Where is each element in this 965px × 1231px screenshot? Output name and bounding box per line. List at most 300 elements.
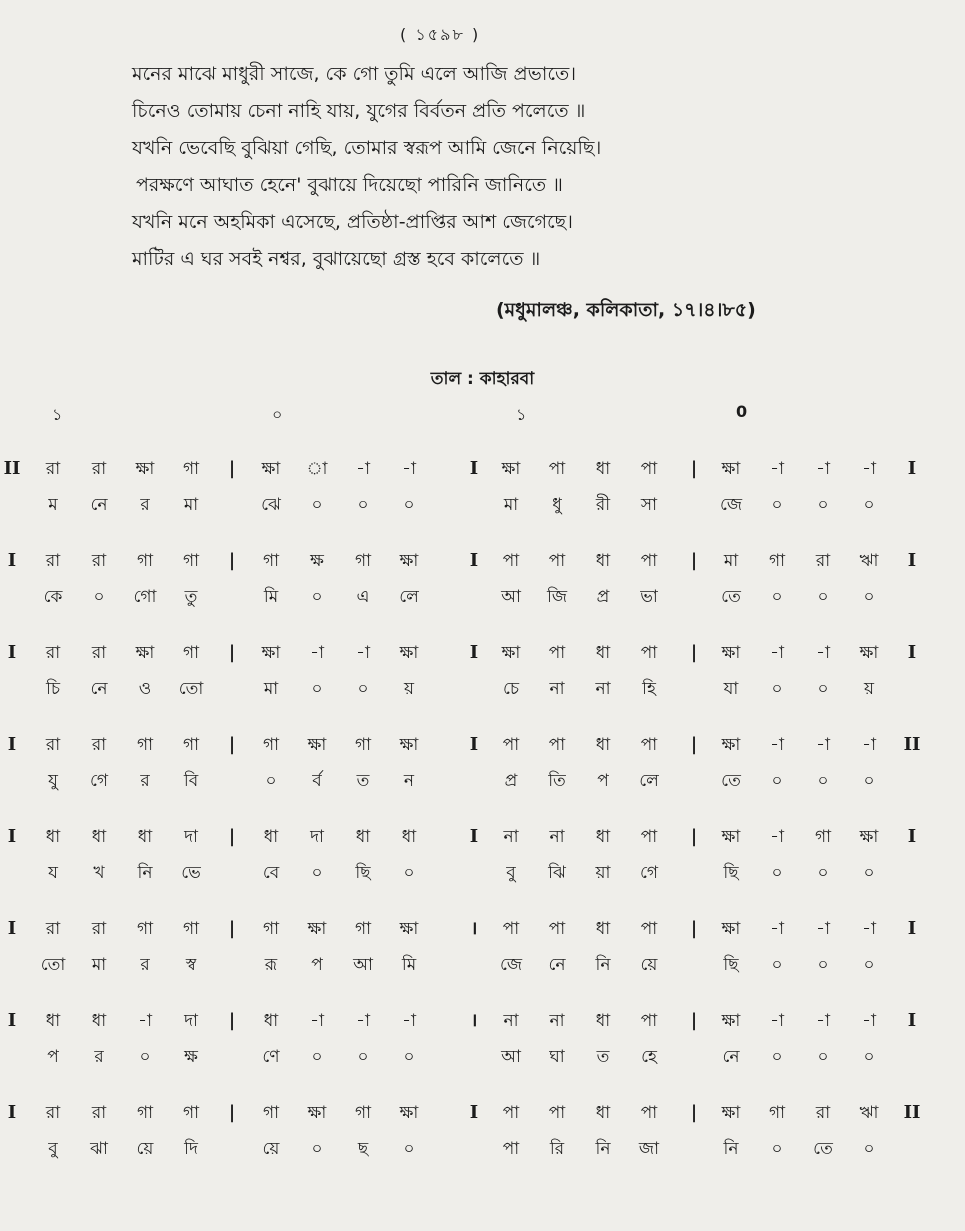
note-cell: গা <box>182 735 200 755</box>
lyric-cell: আ <box>353 955 373 975</box>
start-barline: I <box>7 918 17 939</box>
note-cell: ক্ষা <box>399 735 419 755</box>
lyric-cell: আ <box>501 587 521 607</box>
barline: I <box>469 550 479 571</box>
note-cell: গা <box>182 919 200 939</box>
lyric-cell: ০ <box>311 863 323 883</box>
start-barline: II <box>3 458 21 479</box>
barline: | <box>228 1102 236 1123</box>
note-cell: পা <box>548 735 566 755</box>
lyric-cell: কে <box>43 587 63 607</box>
note-cell: ক্ষা <box>135 459 155 479</box>
end-barline: I <box>907 642 917 663</box>
lyric-cell: র <box>94 1047 104 1067</box>
lyric-cell: র <box>140 955 150 975</box>
lyric-cell: য়ে <box>262 1139 280 1159</box>
lyric-cell: ধু <box>552 495 562 515</box>
barline: I <box>469 458 479 479</box>
note-cell: ক্ষা <box>399 919 419 939</box>
lyric-cell: ০ <box>817 495 829 515</box>
lyric-cell: ০ <box>265 771 277 791</box>
lyric-cell: ছ <box>357 1139 369 1159</box>
lyric-cell: তি <box>548 771 566 791</box>
lyric-cell: জে <box>719 495 743 515</box>
lyric-cell: তে <box>721 587 741 607</box>
lyric-cell: ০ <box>311 679 323 699</box>
note-cell: গা <box>136 551 154 571</box>
lyric-cell: রি <box>549 1139 565 1159</box>
lyric-cell: ০ <box>311 495 323 515</box>
note-cell: ক্ষা <box>721 643 741 663</box>
note-cell: ক্ষা <box>859 643 879 663</box>
note-cell: গা <box>182 643 200 663</box>
lyric-cell: ০ <box>771 863 783 883</box>
note-cell: পা <box>640 1103 658 1123</box>
barline: । <box>470 1010 478 1031</box>
start-barline: I <box>7 1102 17 1123</box>
barline: | <box>690 826 698 847</box>
lyric-cell: ০ <box>357 679 369 699</box>
lyric-cell: ০ <box>357 495 369 515</box>
note-cell: না <box>549 1011 565 1031</box>
lyric-cell: ঘা <box>549 1047 565 1067</box>
note-cell: ক্ষা <box>721 919 741 939</box>
barline: I <box>469 734 479 755</box>
end-barline: I <box>907 826 917 847</box>
lyric-cell: ০ <box>771 1139 783 1159</box>
lyric-cell: ০ <box>357 1047 369 1067</box>
tala-title: তাল : কাহারবা <box>430 369 535 389</box>
note-cell: না <box>549 827 565 847</box>
lyric-cell: ০ <box>863 587 875 607</box>
note-cell: -া <box>770 827 784 847</box>
note-cell: ধা <box>45 1011 61 1031</box>
end-barline: I <box>907 1010 917 1031</box>
lyric-cell: চে <box>502 679 520 699</box>
note-cell: রা <box>91 643 107 663</box>
barline: I <box>469 826 479 847</box>
lyric-cell: মা <box>183 495 199 515</box>
lyric-cell: ০ <box>817 587 829 607</box>
note-cell: রা <box>45 551 61 571</box>
note-cell: রা <box>45 643 61 663</box>
note-cell: া <box>306 459 328 479</box>
lyric-row <box>0 948 965 982</box>
barline: I <box>469 1102 479 1123</box>
lyric-cell: ০ <box>863 863 875 883</box>
lyric-cell: ভে <box>181 863 201 883</box>
note-cell: গা <box>182 1103 200 1123</box>
page-number: ( ১৫৯৮ ) <box>400 25 481 44</box>
note-cell: গা <box>768 551 786 571</box>
lyric-cell: গে <box>639 863 659 883</box>
note-cell: গা <box>768 1103 786 1123</box>
note-cell: ধা <box>595 551 611 571</box>
beat-markers <box>0 402 965 432</box>
note-cell: -া <box>862 1011 876 1031</box>
lyric-cell: য়া <box>595 863 611 883</box>
beat-marker: ০ <box>272 405 283 424</box>
notation-system <box>0 540 965 632</box>
note-cell: পা <box>640 643 658 663</box>
note-cell: -া <box>402 1011 416 1031</box>
lyric-cell: লে <box>399 587 419 607</box>
lyric-cell: ০ <box>817 955 829 975</box>
lyric-cell: ০ <box>817 771 829 791</box>
lyric-cell: ০ <box>311 1139 323 1159</box>
lyric-cell: মা <box>503 495 519 515</box>
lyric-cell: নে <box>90 679 108 699</box>
note-cell: ক্ষা <box>721 1103 741 1123</box>
lyric-cell: হে <box>641 1047 657 1067</box>
lyric-cell: দি <box>184 1139 198 1159</box>
note-cell: -া <box>310 643 324 663</box>
note-cell: পা <box>548 459 566 479</box>
lyric-cell: বে <box>262 863 280 883</box>
note-cell: না <box>503 1011 519 1031</box>
lyric-cell: স্ব <box>185 955 197 975</box>
end-barline: I <box>907 918 917 939</box>
lyric-cell: ০ <box>771 1047 783 1067</box>
beat-marker: ১ <box>52 405 63 424</box>
note-cell: ক্ষা <box>399 551 419 571</box>
note-cell: পা <box>640 551 658 571</box>
lyric-cell: ণে <box>262 1047 280 1067</box>
lyric-cell: সা <box>640 495 658 515</box>
lyric-row <box>0 1132 965 1166</box>
lyric-cell: ছি <box>723 863 739 883</box>
note-cell: ধা <box>263 1011 279 1031</box>
note-cell: -া <box>770 735 784 755</box>
note-cell: গা <box>354 551 372 571</box>
note-cell: রা <box>45 919 61 939</box>
lyric-cell: ০ <box>771 495 783 515</box>
lyric-row <box>0 856 965 890</box>
barline: | <box>690 550 698 571</box>
notation-grid <box>0 448 965 1184</box>
lyric-cell: প্র <box>596 587 610 607</box>
lyric-cell: ০ <box>863 1047 875 1067</box>
lyric-cell: নি <box>137 863 153 883</box>
notation-system <box>0 724 965 816</box>
lyric-cell: ০ <box>771 587 783 607</box>
lyric-cell: তে <box>721 771 741 791</box>
barline: | <box>228 734 236 755</box>
note-cell: রা <box>45 459 61 479</box>
lyric-cell: ০ <box>403 1047 415 1067</box>
note-row <box>0 912 965 946</box>
note-cell: ধা <box>263 827 279 847</box>
lyric-cell: না <box>595 679 611 699</box>
note-cell: না <box>503 827 519 847</box>
lyric-cell: র্ব <box>312 771 322 791</box>
note-cell: রা <box>815 551 831 571</box>
lyric-cell: ছি <box>355 863 371 883</box>
lyric-cell: বি <box>183 771 199 791</box>
note-row <box>0 636 965 670</box>
note-cell: রা <box>91 459 107 479</box>
note-cell: -া <box>356 459 370 479</box>
start-barline: I <box>7 1010 17 1031</box>
barline: | <box>690 642 698 663</box>
lyric-cell: ক্ষ <box>184 1047 198 1067</box>
barline: | <box>228 1010 236 1031</box>
beat-marker: ১ <box>516 405 527 424</box>
note-cell: পা <box>548 551 566 571</box>
note-cell: ক্ষা <box>307 1103 327 1123</box>
poem-line: মাটির এ ঘর সবই নশ্বর, বুঝায়েছো গ্রস্ত হবে কালেতে ॥ <box>132 248 541 270</box>
note-cell: পা <box>502 551 520 571</box>
note-cell: ক্ষা <box>261 459 281 479</box>
lyric-cell: নে <box>722 1047 740 1067</box>
lyric-cell: লে <box>639 771 659 791</box>
note-cell: ক্ষ <box>310 551 324 571</box>
lyric-cell: য় <box>403 679 414 699</box>
lyric-cell: নে <box>90 495 108 515</box>
lyric-cell: ম <box>48 495 58 515</box>
note-cell: দা <box>310 827 324 847</box>
notation-system <box>0 816 965 908</box>
note-cell: পা <box>640 735 658 755</box>
note-cell: পা <box>502 735 520 755</box>
note-cell: ক্ষা <box>399 643 419 663</box>
poem-line: যখনি ভেবেছি বুঝিয়া গেছি, তোমার স্বরূপ আমি জেনে নিয়েছি। <box>132 137 602 159</box>
lyric-row <box>0 580 965 614</box>
barline: | <box>228 642 236 663</box>
note-cell: রা <box>91 1103 107 1123</box>
note-cell: ক্ষা <box>501 459 521 479</box>
note-cell: -া <box>862 735 876 755</box>
note-cell: -া <box>770 643 784 663</box>
note-cell: ধা <box>45 827 61 847</box>
lyric-cell: বু <box>48 1139 58 1159</box>
start-barline: I <box>7 826 17 847</box>
barline: | <box>228 918 236 939</box>
lyric-cell: গো <box>133 587 157 607</box>
note-cell: ক্ষা <box>721 827 741 847</box>
note-cell: পা <box>640 1011 658 1031</box>
lyric-cell: ০ <box>403 1139 415 1159</box>
lyric-cell: আ <box>501 1047 521 1067</box>
barline: । <box>470 918 478 939</box>
note-cell: ধা <box>595 1011 611 1031</box>
lyric-cell: নি <box>723 1139 739 1159</box>
lyric-cell: যু <box>48 771 58 791</box>
lyric-cell: ঝা <box>90 1139 108 1159</box>
lyric-cell: ০ <box>771 679 783 699</box>
lyric-cell: জা <box>638 1139 660 1159</box>
lyric-cell: ০ <box>93 587 105 607</box>
note-cell: ধা <box>595 827 611 847</box>
lyric-cell: য়ে <box>640 955 658 975</box>
note-cell: গা <box>136 1103 154 1123</box>
note-cell: রা <box>91 551 107 571</box>
note-cell: গা <box>354 735 372 755</box>
note-cell: -া <box>356 643 370 663</box>
lyric-cell: প্র <box>504 771 518 791</box>
lyric-row <box>0 1040 965 1074</box>
note-cell: ক্ষা <box>307 735 327 755</box>
lyric-cell: মা <box>91 955 107 975</box>
lyric-cell: ০ <box>139 1047 151 1067</box>
end-barline: I <box>907 458 917 479</box>
note-row <box>0 728 965 762</box>
note-cell: রা <box>45 735 61 755</box>
note-row <box>0 452 965 486</box>
note-cell: পা <box>640 827 658 847</box>
lyric-cell: প <box>597 771 609 791</box>
lyric-cell: ঝে <box>261 495 281 515</box>
lyric-cell: না <box>549 679 565 699</box>
note-cell: -া <box>816 459 830 479</box>
note-cell: গা <box>262 919 280 939</box>
lyric-cell: ন <box>403 771 415 791</box>
note-cell: পা <box>548 1103 566 1123</box>
barline: | <box>228 458 236 479</box>
note-cell: গা <box>814 827 832 847</box>
lyric-cell: ত <box>596 1047 610 1067</box>
note-cell: ক্ষা <box>501 643 521 663</box>
barline: | <box>690 1010 698 1031</box>
lyric-cell: ০ <box>817 1047 829 1067</box>
note-cell: ক্ষা <box>135 643 155 663</box>
notation-system <box>0 1000 965 1092</box>
lyric-cell: মি <box>263 587 279 607</box>
lyric-cell: ভা <box>640 587 658 607</box>
note-cell: গা <box>354 1103 372 1123</box>
note-cell: ধা <box>595 643 611 663</box>
lyric-cell: গে <box>89 771 109 791</box>
poem-line: পরক্ষণে আঘাত হেনে' বুঝায়ে দিয়েছো পারিনি জানিতে ॥ <box>136 174 563 196</box>
lyric-cell: ০ <box>863 1139 875 1159</box>
lyric-cell: তু <box>184 587 198 607</box>
lyric-cell: ঝি <box>548 863 566 883</box>
barline: | <box>690 734 698 755</box>
end-barline: II <box>903 1102 921 1123</box>
notation-system <box>0 632 965 724</box>
note-cell: ধা <box>91 1011 107 1031</box>
note-cell: পা <box>640 459 658 479</box>
poem-line: যখনি মনে অহমিকা এসেছে, প্রতিষ্ঠা-প্রাপ্তির আশ জেগেছে। <box>132 211 573 233</box>
lyric-cell: তো <box>40 955 66 975</box>
note-cell: ধা <box>91 827 107 847</box>
lyric-row <box>0 672 965 706</box>
note-cell: -া <box>356 1011 370 1031</box>
note-cell: ক্ষা <box>261 643 281 663</box>
lyric-cell: য <box>48 863 58 883</box>
note-row <box>0 1004 965 1038</box>
barline: | <box>228 550 236 571</box>
lyric-cell: হি <box>642 679 656 699</box>
note-cell: গা <box>182 459 200 479</box>
lyric-cell: জি <box>546 587 568 607</box>
note-row <box>0 1096 965 1130</box>
note-cell: ক্ষা <box>307 919 327 939</box>
note-cell: ক্ষা <box>721 459 741 479</box>
lyric-row <box>0 764 965 798</box>
notation-system <box>0 908 965 1000</box>
notation-system <box>0 1092 965 1184</box>
lyric-cell: চি <box>45 679 61 699</box>
note-cell: -া <box>138 1011 152 1031</box>
lyric-cell: ০ <box>817 863 829 883</box>
note-cell: পা <box>640 919 658 939</box>
note-cell: ক্ষা <box>721 735 741 755</box>
note-cell: -া <box>310 1011 324 1031</box>
lyric-cell: ০ <box>863 495 875 515</box>
note-cell: -া <box>816 1011 830 1031</box>
note-cell: ধা <box>355 827 371 847</box>
note-cell: ঋা <box>859 1103 879 1123</box>
note-cell: ধা <box>595 735 611 755</box>
note-cell: -া <box>770 459 784 479</box>
lyric-cell: রূ <box>264 955 278 975</box>
lyric-cell: ০ <box>403 495 415 515</box>
note-cell: -া <box>402 459 416 479</box>
lyric-cell: য়ে <box>136 1139 154 1159</box>
note-cell: গা <box>262 735 280 755</box>
note-cell: রা <box>45 1103 61 1123</box>
lyric-cell: প <box>311 955 323 975</box>
lyric-cell: খ <box>93 863 105 883</box>
lyric-cell: ত <box>356 771 370 791</box>
note-cell: ধা <box>595 459 611 479</box>
note-cell: পা <box>548 919 566 939</box>
note-cell: ঋা <box>859 551 879 571</box>
note-cell: পা <box>502 919 520 939</box>
lyric-cell: ও <box>138 679 152 699</box>
note-cell: -া <box>816 919 830 939</box>
lyric-cell: জে <box>499 955 523 975</box>
lyric-cell: নে <box>548 955 566 975</box>
lyric-cell: এ <box>356 587 370 607</box>
beat-marker: 0 <box>736 402 748 421</box>
note-cell: রা <box>91 735 107 755</box>
note-cell: ধা <box>595 919 611 939</box>
note-cell: ক্ষা <box>399 1103 419 1123</box>
lyric-row <box>0 488 965 522</box>
lyric-cell: রী <box>595 495 611 515</box>
lyric-cell: ০ <box>863 955 875 975</box>
start-barline: I <box>7 550 17 571</box>
lyric-cell: তো <box>178 679 204 699</box>
note-cell: গা <box>136 735 154 755</box>
notation-system <box>0 448 965 540</box>
note-cell: -া <box>816 643 830 663</box>
barline: I <box>469 642 479 663</box>
lyric-cell: ০ <box>403 863 415 883</box>
lyric-cell: মা <box>263 679 279 699</box>
note-cell: -া <box>862 459 876 479</box>
lyric-cell: যা <box>723 679 739 699</box>
note-cell: রা <box>91 919 107 939</box>
note-cell: পা <box>548 643 566 663</box>
note-cell: গা <box>262 551 280 571</box>
poem-line: চিনেও তোমায় চেনা নাহি যায়, যুগের বির্বতন প্রতি পলেতে ॥ <box>132 100 586 122</box>
barline: | <box>690 458 698 479</box>
barline: | <box>228 826 236 847</box>
end-barline: II <box>903 734 921 755</box>
note-cell: ধা <box>401 827 417 847</box>
lyric-cell: নি <box>595 1139 611 1159</box>
note-cell: -া <box>862 919 876 939</box>
note-cell: দা <box>184 827 198 847</box>
lyric-cell: নি <box>595 955 611 975</box>
barline: | <box>690 918 698 939</box>
lyric-cell: মি <box>401 955 417 975</box>
lyric-cell: র <box>140 771 150 791</box>
note-cell: গা <box>182 551 200 571</box>
